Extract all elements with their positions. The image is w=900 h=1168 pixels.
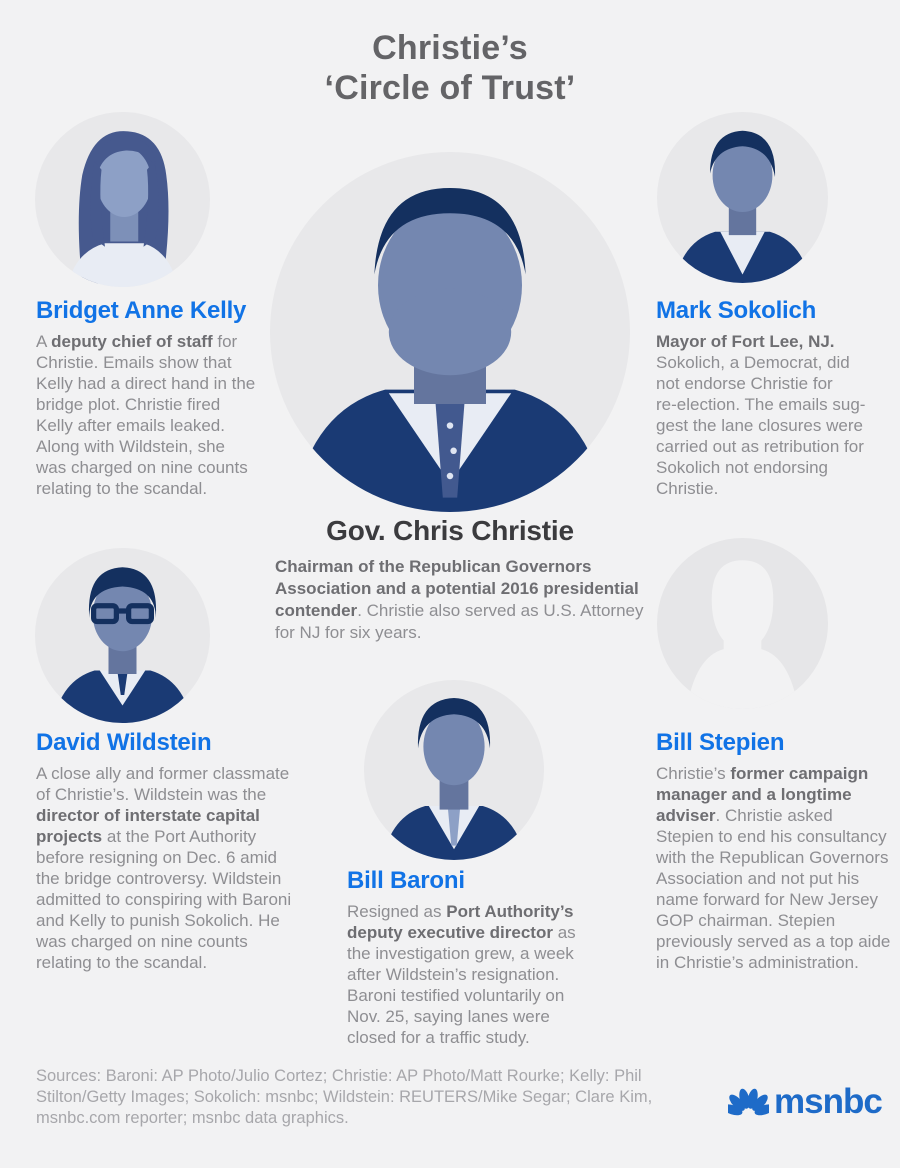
stepien-photo-circle [657, 538, 828, 709]
msnbc-wordmark: msnbc [774, 1082, 882, 1121]
sokolich-description: Mayor of Fort Lee, NJ. Sokolich, a Democrat, did not endorse Christie for re-election. The emails sug- gest the lane closures were carried out as retribution for Sokolich not endorsing Christie. [656, 332, 866, 498]
stepien-name-heading: Bill Stepien [656, 729, 785, 756]
title-line-2: ‘Circle of Trust’ [324, 69, 576, 107]
baroni-photo-circle [364, 680, 544, 860]
wildstein-description: A close ally and former classmate of Christie’s. Wildstein was the director of interstate capital projects at the Port Authority before resigning on Dec. 6 amid the bridge controversy. Wildstein admitted to conspiring with Baroni and Kelly to punish Sokolich. He was charged on nine counts relating to the scandal. [36, 764, 292, 972]
christie-name-heading: Gov. Chris Christie [326, 515, 574, 546]
kelly-portrait-icon [35, 112, 210, 287]
baroni-portrait-icon [364, 680, 544, 860]
wildstein-portrait-icon [35, 548, 210, 723]
sources-credit-text: Sources: Baroni: AP Photo/Julio Cortez; Christie: AP Photo/Matt Rourke; Kelly: Phil Stilton/Getty Images; Sokolich: msnbc; Wildstein: REUTERS/Mike Segar; Clare Kim, msnbc.com reporter; msnbc data graphics. [36, 1067, 653, 1127]
wildstein-name-heading: David Wildstein [36, 729, 212, 756]
sokolich-portrait-icon [657, 112, 828, 283]
christie-portrait-icon [270, 152, 630, 512]
wildstein-photo-circle [35, 548, 210, 723]
baroni-description: Resigned as Port Authority’s deputy executive director as the investigation grew, a week after Wildstein’s resignation. Baroni testified voluntarily on Nov. 25, saying lanes were closed for a traffic study. [347, 902, 576, 1047]
kelly-description: A deputy chief of staff for Christie. Emails show that Kelly had a direct hand in the bridge plot. Christie fired Kelly after emails leaked. Along with Wildstein, she was charged on nine counts relating to the scandal. [36, 332, 256, 498]
peacock-icon [728, 1086, 769, 1117]
baroni-name-heading: Bill Baroni [347, 867, 465, 894]
christie-description: Chairman of the Republican Governors Association and a potential 2016 presidential contender. Christie also served as U.S. Attorney for NJ for six years. [275, 557, 644, 642]
title-line-1: Christie’s [372, 29, 528, 67]
kelly-name-heading: Bridget Anne Kelly [36, 297, 247, 324]
sokolich-photo-circle [657, 112, 828, 283]
kelly-photo-circle [35, 112, 210, 287]
stepien-silhouette-icon [657, 538, 828, 709]
sokolich-name-heading: Mark Sokolich [656, 297, 817, 324]
msnbc-logo [728, 1084, 882, 1119]
stepien-description: Christie’s former campaign manager and a longtime adviser. Christie asked Stepien to end his consultancy with the Republican Governors Association and not put his name forward for New Jersey GOP chairman. Stepien previously served as a top aide in Christie’s administration. [656, 764, 891, 972]
christie-photo-circle [270, 152, 630, 512]
infographic-title [0, 28, 900, 108]
